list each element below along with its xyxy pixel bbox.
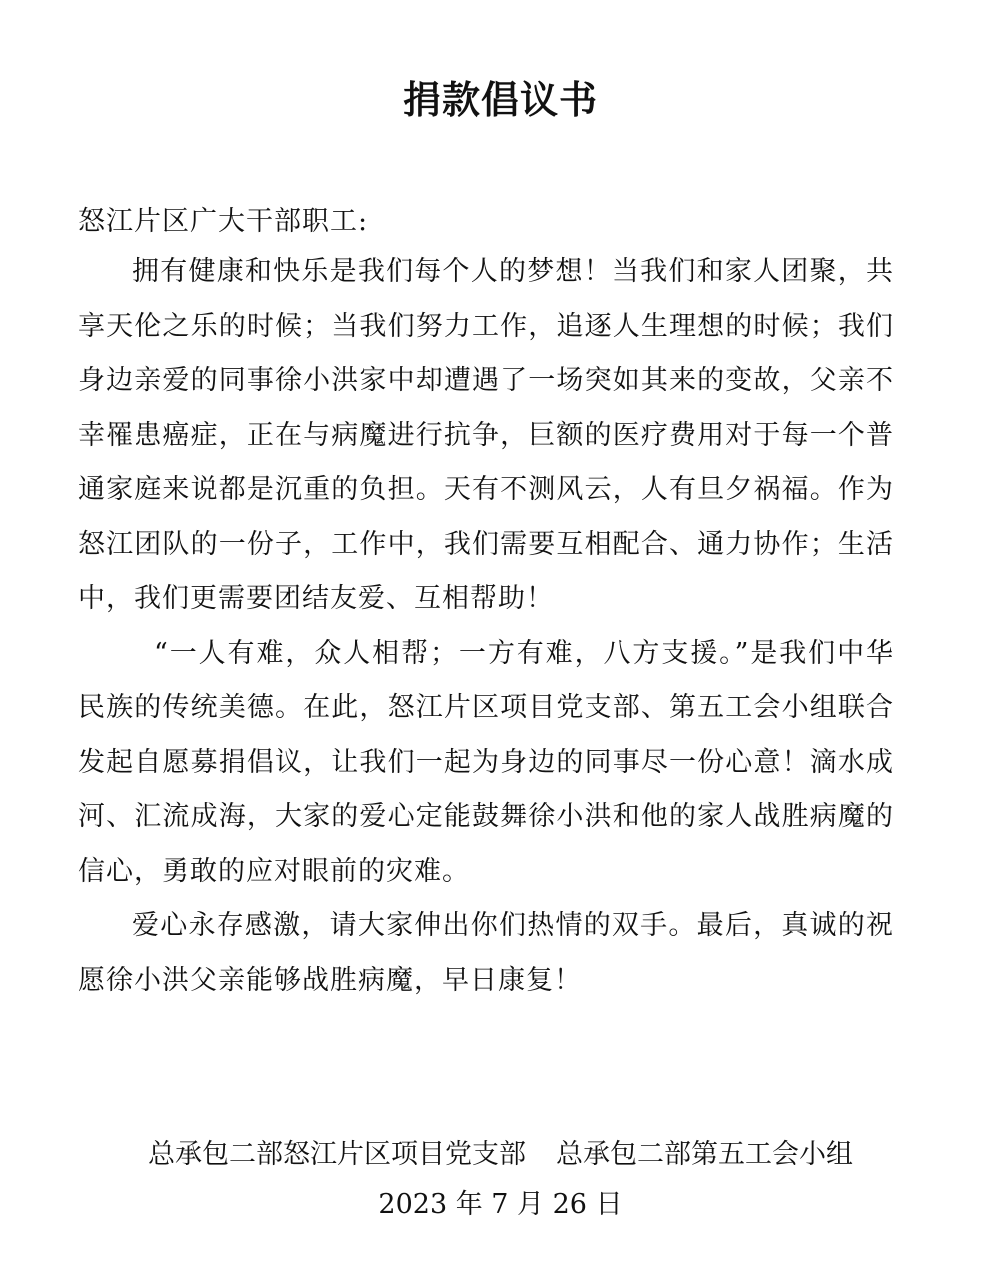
signature-date: 2023 年 7 月 26 日 bbox=[378, 1189, 623, 1220]
paragraph-initiative: “一人有难，众人相帮；一方有难，八方支援。”是我们中华民族的传统美德。在此，怒江片区项目党支部、第五工会小组联合发起自愿募捐倡议，让我们一起为身边的同事尽一份心意！滴水成河、汇流成海，大家的爱心定能鼓舞徐小洪和他的家人战胜病魔的信心，勇敢的应对眼前的灾难。 bbox=[78, 637, 894, 887]
paragraph-closing: 爱心永存感激，请大家伸出你们热情的双手。最后，真诚的祝愿徐小洪父亲能够战胜病魔，早日康复！ bbox=[78, 910, 894, 996]
signature-org-union-group: 总承包二部第五工会小组 bbox=[556, 1139, 853, 1170]
signature-org-party-branch: 总承包二部怒江片区项目党支部 bbox=[148, 1139, 526, 1170]
signature-organizations bbox=[0, 1131, 1001, 1179]
document-title: 捐款倡议书 bbox=[402, 78, 598, 122]
paragraph-appeal: 拥有健康和快乐是我们每个人的梦想！当我们和家人团聚，共享天伦之乐的时候；当我们努力工作，追逐人生理想的时候；我们身边亲爱的同事徐小洪家中却遭遇了一场突如其来的变故，父亲不幸罹患癌症，正在与病魔进行抗争，巨额的医疗费用对于每一个普通家庭来说都是沉重的负担。天有不测风云，人有旦夕祸福。作为怒江团队的一份子，工作中，我们需要互相配合、通力协作；生活中，我们更需要团结友爱、互相帮助！ bbox=[78, 256, 894, 614]
salutation: 怒江片区广大干部职工: bbox=[78, 206, 369, 237]
document-body bbox=[78, 245, 894, 1008]
